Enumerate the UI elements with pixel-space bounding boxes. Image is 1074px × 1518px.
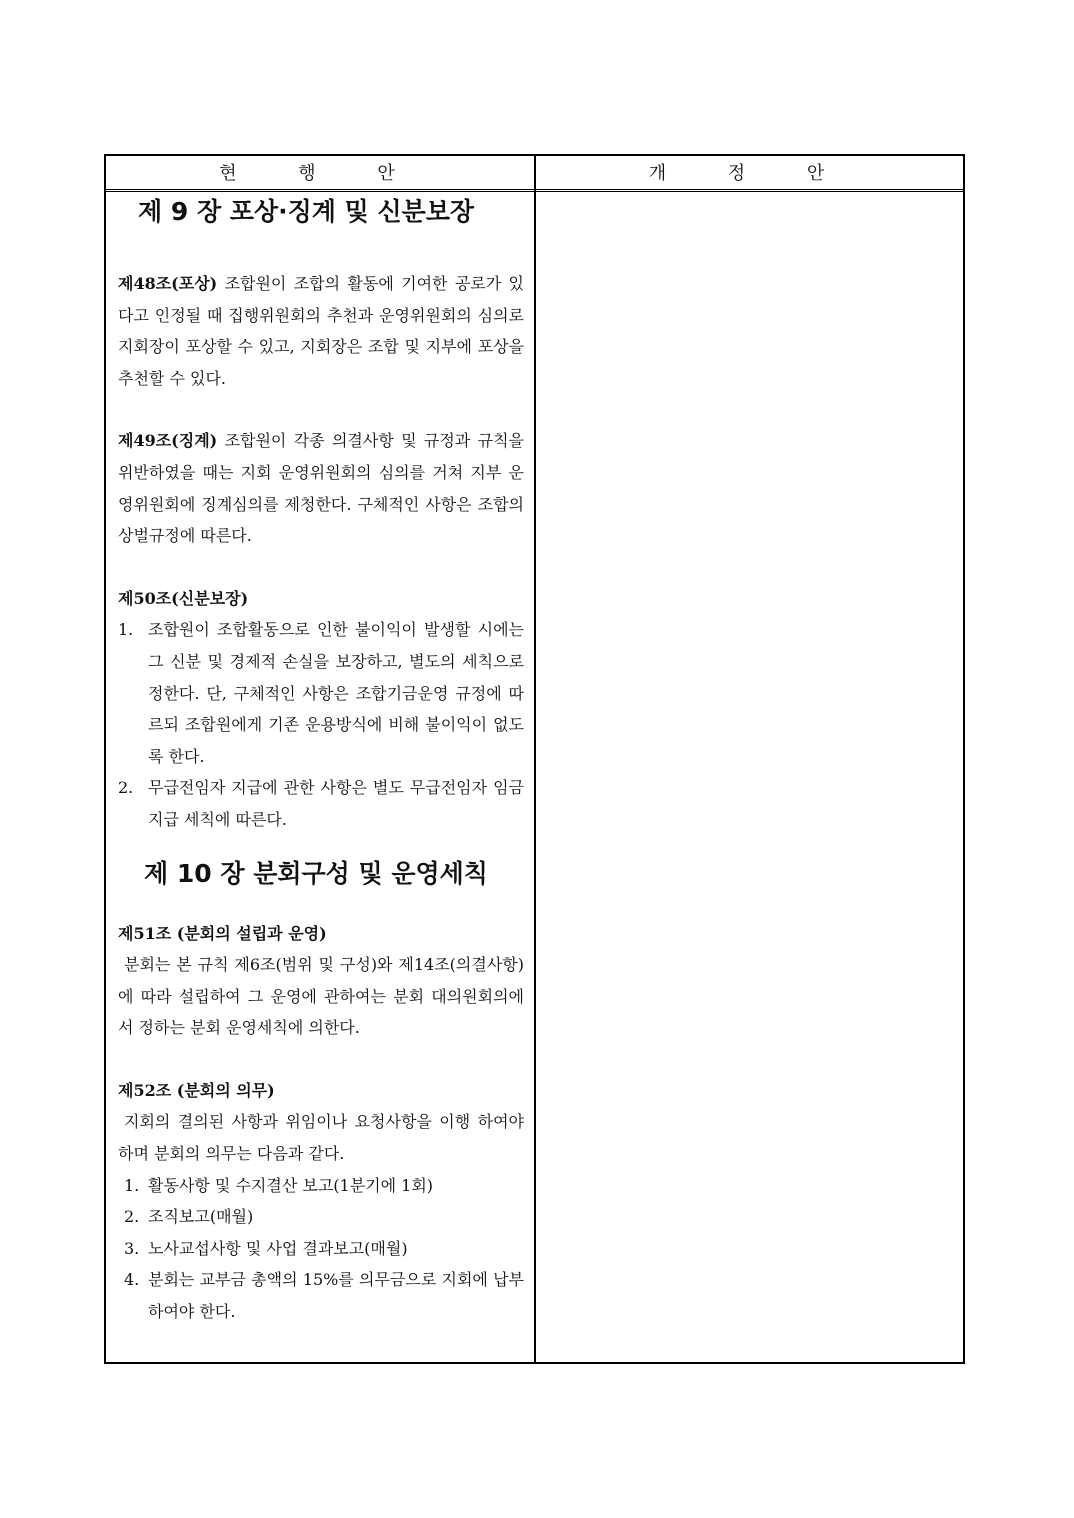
list-number: 2. xyxy=(124,1207,140,1227)
header-current: 현 행 안 xyxy=(219,163,423,184)
list-text: 활동사항 및 수지결산 보고(1분기에 1회) xyxy=(148,1175,434,1195)
column-divider xyxy=(534,156,536,1362)
list-number: 2. xyxy=(118,778,134,798)
article-49-heading: 제49조(징계) xyxy=(118,431,218,451)
article-51-body: 분회는 본 규칙 제6조(범위 및 구성)와 제14조(의결사항)에 따라 설립하여 그 운영에 관하여는 분회 대의원회의에서 정하는 분회 운영세칙에 의한다. xyxy=(118,955,524,1038)
list-item xyxy=(118,614,524,772)
list-text: 노사교섭사항 및 사업 결과보고(매월) xyxy=(148,1238,408,1258)
article-49-body: 조합원이 각종 의결사항 및 규정과 규칙을 위반하였을 때는 지회 운영위원회의 심의를 거쳐 지부 운영위원회에 징계심의를 제청한다. 구체적인 사항은 조합의 상벌규정에 따른다. xyxy=(118,431,524,546)
list-item xyxy=(118,1170,524,1202)
article-48-heading: 제48조(포상) xyxy=(118,274,218,293)
list-item xyxy=(118,1264,524,1327)
article-52-body: 지회의 결의된 사항과 위임이나 요청사항을 이행 하여야 하며 분회의 의무는 다음과 같다. xyxy=(118,1112,524,1164)
article-50-heading: 제50조(신분보장) xyxy=(118,588,249,608)
list-number: 3. xyxy=(124,1238,140,1258)
list-text: 분회는 교부금 총액의 15%를 의무금으로 지회에 납부하여야 한다. xyxy=(148,1270,524,1322)
article-48 xyxy=(118,268,524,394)
chapter-9-title: 제 9 장 포상·징계 및 신분보장 xyxy=(138,197,475,226)
chapter-10-title: 제 10 장 분회구성 및 운영세칙 xyxy=(144,858,488,888)
list-item xyxy=(118,772,524,835)
list-number: 1. xyxy=(124,1175,140,1195)
current-column xyxy=(118,194,524,1328)
list-item xyxy=(118,1201,524,1233)
list-item xyxy=(118,1233,524,1265)
header-revised: 개 정 안 xyxy=(648,163,853,184)
list-text: 무급전임자 지급에 관한 사항은 별도 무급전임자 임금지급 세칙에 따른다. xyxy=(148,778,524,829)
article-48-body: 조합원이 조합의 활동에 기여한 공로가 있다고 인정될 때 집행위원회의 추천과 운영위원회의 심의로 지회장이 포상할 수 있고, 지회장은 조합 및 지부에 포상을 추천할 수 있다. xyxy=(118,274,524,388)
list-number: 1. xyxy=(118,620,134,640)
list-text: 조합원이 조합활동으로 인한 불이익이 발생할 시에는 그 신분 및 경제적 손실을 보장하고, 별도의 세칙으로 정한다. 단, 구체적인 사항은 조합기금운영 규정에 따르되 조합원에게 기존 운용방식에 비해 불이익이 없도록 한다. xyxy=(148,620,524,766)
list-text: 조직보고(매월) xyxy=(148,1207,254,1227)
article-49 xyxy=(118,425,524,551)
article-51-heading: 제51조 (분회의 설립과 운영) xyxy=(118,923,327,943)
list-number: 4. xyxy=(124,1270,140,1290)
article-52-heading: 제52조 (분회의 의무) xyxy=(118,1080,275,1100)
comparison-table xyxy=(104,154,965,1364)
